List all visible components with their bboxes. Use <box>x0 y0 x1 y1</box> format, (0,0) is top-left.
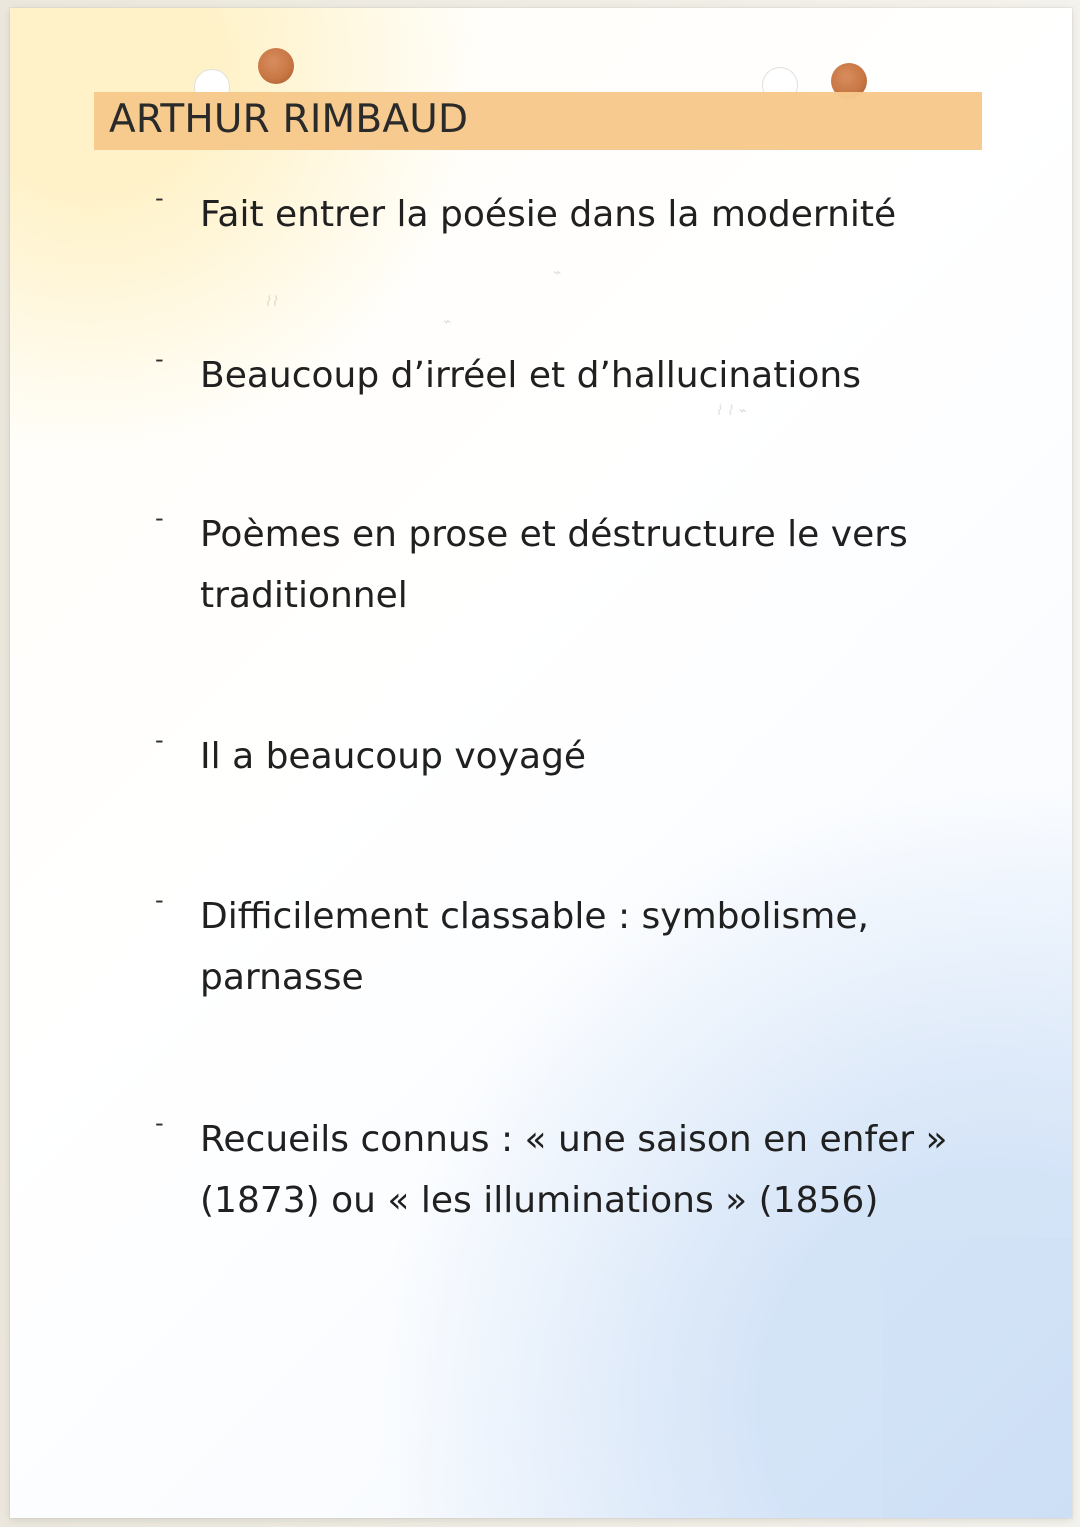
background-scribble: ⌁ <box>442 314 451 330</box>
background-scribble: ⌁ <box>552 265 561 281</box>
document-title: ARTHUR RIMBAUD <box>109 97 469 142</box>
background-scribble: ⌇ ⌇ ⌁ <box>715 403 747 419</box>
bullet-text: Recueils connus : « une saison en enfer » (1873) ou « les illuminations » (1856) <box>200 1119 948 1221</box>
note-card <box>10 8 1072 1518</box>
bullet-text: Poèmes en prose et déstructure le vers traditionnel <box>200 514 908 616</box>
punch-hole <box>258 48 294 84</box>
bullet-text: Beaucoup d’irréel et d’hallucinations <box>200 355 861 396</box>
bullet-text: Fait entrer la poésie dans la modernité <box>200 194 897 235</box>
bullet-dash: - <box>155 184 164 212</box>
bullet-dash: - <box>155 1109 164 1137</box>
bullet-dash: - <box>155 504 164 532</box>
bullet-dash: - <box>155 345 164 373</box>
background-scribble: ⌇⌇ <box>264 294 278 310</box>
bullet-text: Il a beaucoup voyagé <box>200 736 587 777</box>
bullet-dash: - <box>155 886 164 914</box>
bullet-text: Difficilement classable : symbolisme, parnasse <box>200 896 869 998</box>
bullet-dash: - <box>155 726 164 754</box>
